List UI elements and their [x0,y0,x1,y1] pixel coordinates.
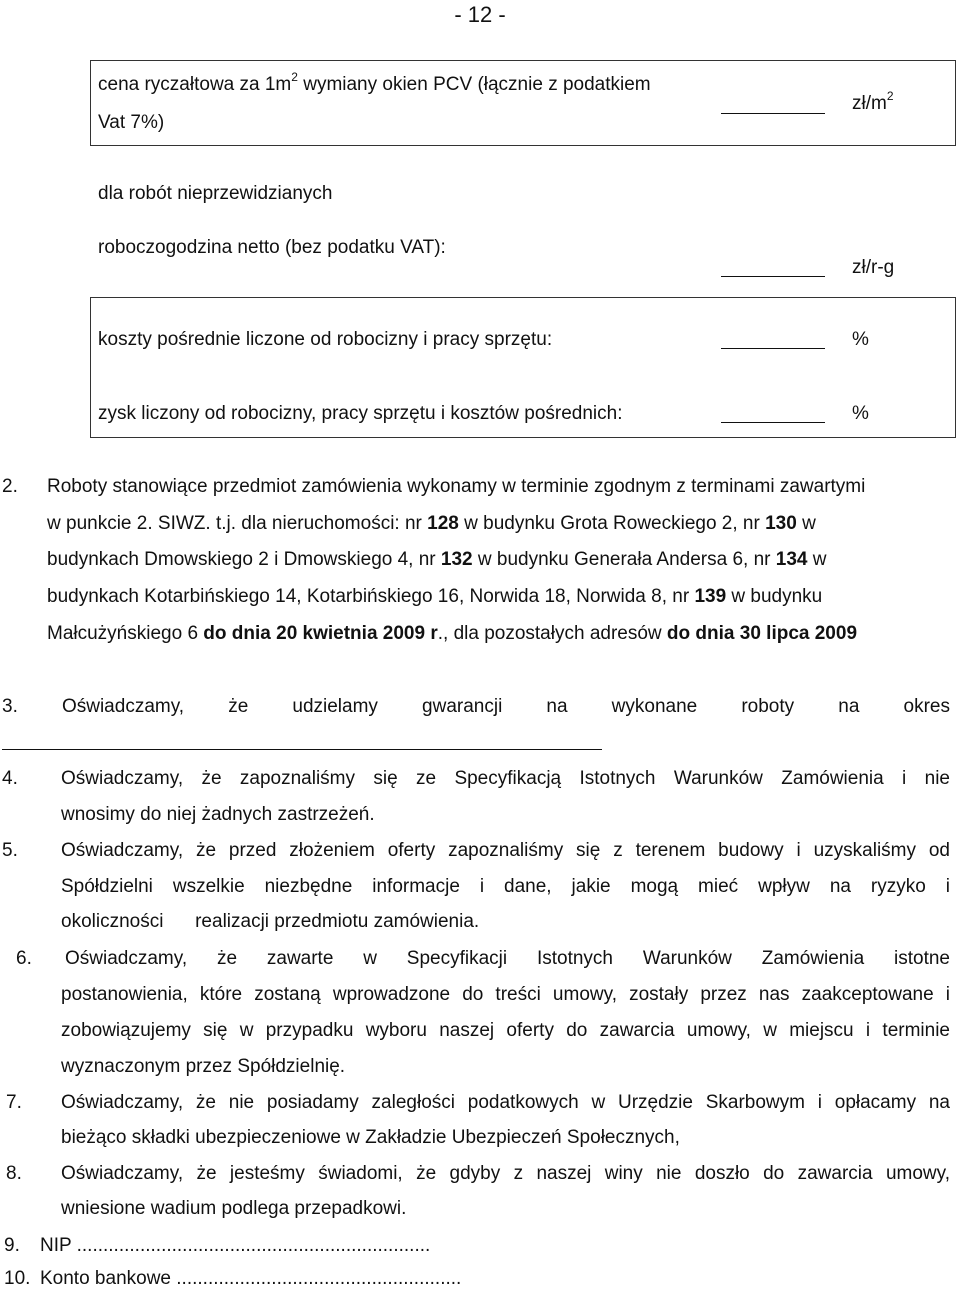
guarantee-period-blank[interactable] [2,749,602,750]
clause-6-line3: zobowiązujemy się w przypadku wyboru naszej oferty do zawarcia umowy, w miejscu i terminie [61,1020,950,1041]
clause-8-line2: wniesione wadium podlega przepadkowi. [61,1198,407,1219]
labor-hour-label: roboczogodzina netto (bez podatku VAT): [98,237,446,258]
clause-4-number: 4. [2,768,18,789]
clause-9-number: 9. [4,1235,20,1256]
clause-8-number: 8. [6,1163,22,1184]
window-price-label-line2: Vat 7%) [98,112,165,133]
page-number: - 12 - [454,2,506,27]
clause-2-line4: budynkach Kotarbińskiego 14, Kotarbińskiego 16, Norwida 18, Norwida 8, nr 139 w budynku [47,586,823,607]
clause-2-line2: w punkcie 2. SIWZ. t.j. dla nieruchomości: nr 128 w budynku Grota Roweckiego 2, nr 130 w [47,513,816,534]
profit-label: zysk liczony od robocizny, pracy sprzętu i kosztów pośrednich: [98,403,623,424]
clause-7-line2: bieżąco składki ubezpieczeniowe w Zakładzie Ubezpieczeń Społecznych, [61,1127,680,1148]
clause-6-line4: wyznaczonym przez Spółdzielnię. [61,1056,346,1077]
window-price-label-line1: cena ryczałtowa za $1m^2$ wymiany okien PCV (łącznie z podatkiem [98,70,651,95]
clause-6-number: 6. [16,948,32,969]
clause-5-line1: Oświadczamy, że przed złożeniem oferty zapoznaliśmy się z terenem budowy i uzyskaliśmy od [61,840,950,861]
clause-2-number: 2. [2,476,18,497]
window-price-box [90,60,956,146]
clause-4-line1: Oświadczamy, że zapoznaliśmy się ze Specyfikacją Istotnych Warunków Zamówienia i nie [61,768,950,789]
clause-2-line5: Małcużyńskiego 6 do dnia 20 kwietnia 2009 r., dla pozostałych adresów do dnia 30 lipca 2009 [47,623,858,644]
unforeseen-heading: dla robót nieprzewidzianych [98,183,333,204]
indirect-costs-blank[interactable] [721,348,825,349]
bank-account-field[interactable]: Konto bankowe ...................................................... [40,1268,462,1289]
indirect-costs-label: koszty pośrednie liczone od robocizny i pracy sprzętu: [98,329,553,350]
nip-field[interactable]: NIP ................................................................... [40,1235,431,1256]
window-price-unit: $zł/m^2$ [852,89,894,114]
clause-5-line2: Spółdzielni wszelkie niezbędne informacje i dane, jakie mogą mieć wpływ na ryzyko i [61,876,950,897]
clause-5-number: 5. [2,840,18,861]
profit-unit: % [852,403,869,424]
profit-blank[interactable] [721,422,825,423]
clause-6-line2: postanowienia, które zostaną wprowadzone do treści umowy, zostały przez nas zaakceptowane i [61,984,950,1005]
window-price-blank[interactable] [721,113,825,114]
clause-10-number: 10. [4,1268,31,1289]
clause-8-line1: Oświadczamy, że jesteśmy świadomi, że gdyby z naszej winy nie doszło do zawarcia umowy, [61,1163,950,1184]
clause-7-line1: Oświadczamy, że nie posiadamy zaległości podatkowych w Urzędzie Skarbowym i opłacamy na [61,1092,950,1113]
clause-2-line3: budynkach Dmowskiego 2 i Dmowskiego 4, nr 132 w budynku Generała Andersa 6, nr 134 w [47,549,827,570]
clause-2-line1: Roboty stanowiące przedmiot zamówienia wykonamy w terminie zgodnym z terminami zawartymi [47,476,866,497]
labor-hour-blank[interactable] [721,276,825,277]
clause-7-number: 7. [6,1092,22,1113]
clause-6-line1: Oświadczamy, że zawarte w Specyfikacji Istotnych Warunków Zamówienia istotne [65,948,950,969]
clause-5-line3: okoliczności realizacji przedmiotu zamówienia. [61,911,480,932]
clause-3-text: 3. Oświadczamy, że udzielamy gwarancji na wykonane roboty na okres [2,696,950,717]
clause-4-line2: wnosimy do niej żadnych zastrzeżeń. [61,804,375,825]
indirect-costs-unit: % [852,329,869,350]
labor-hour-unit: zł/r-g [852,257,895,278]
